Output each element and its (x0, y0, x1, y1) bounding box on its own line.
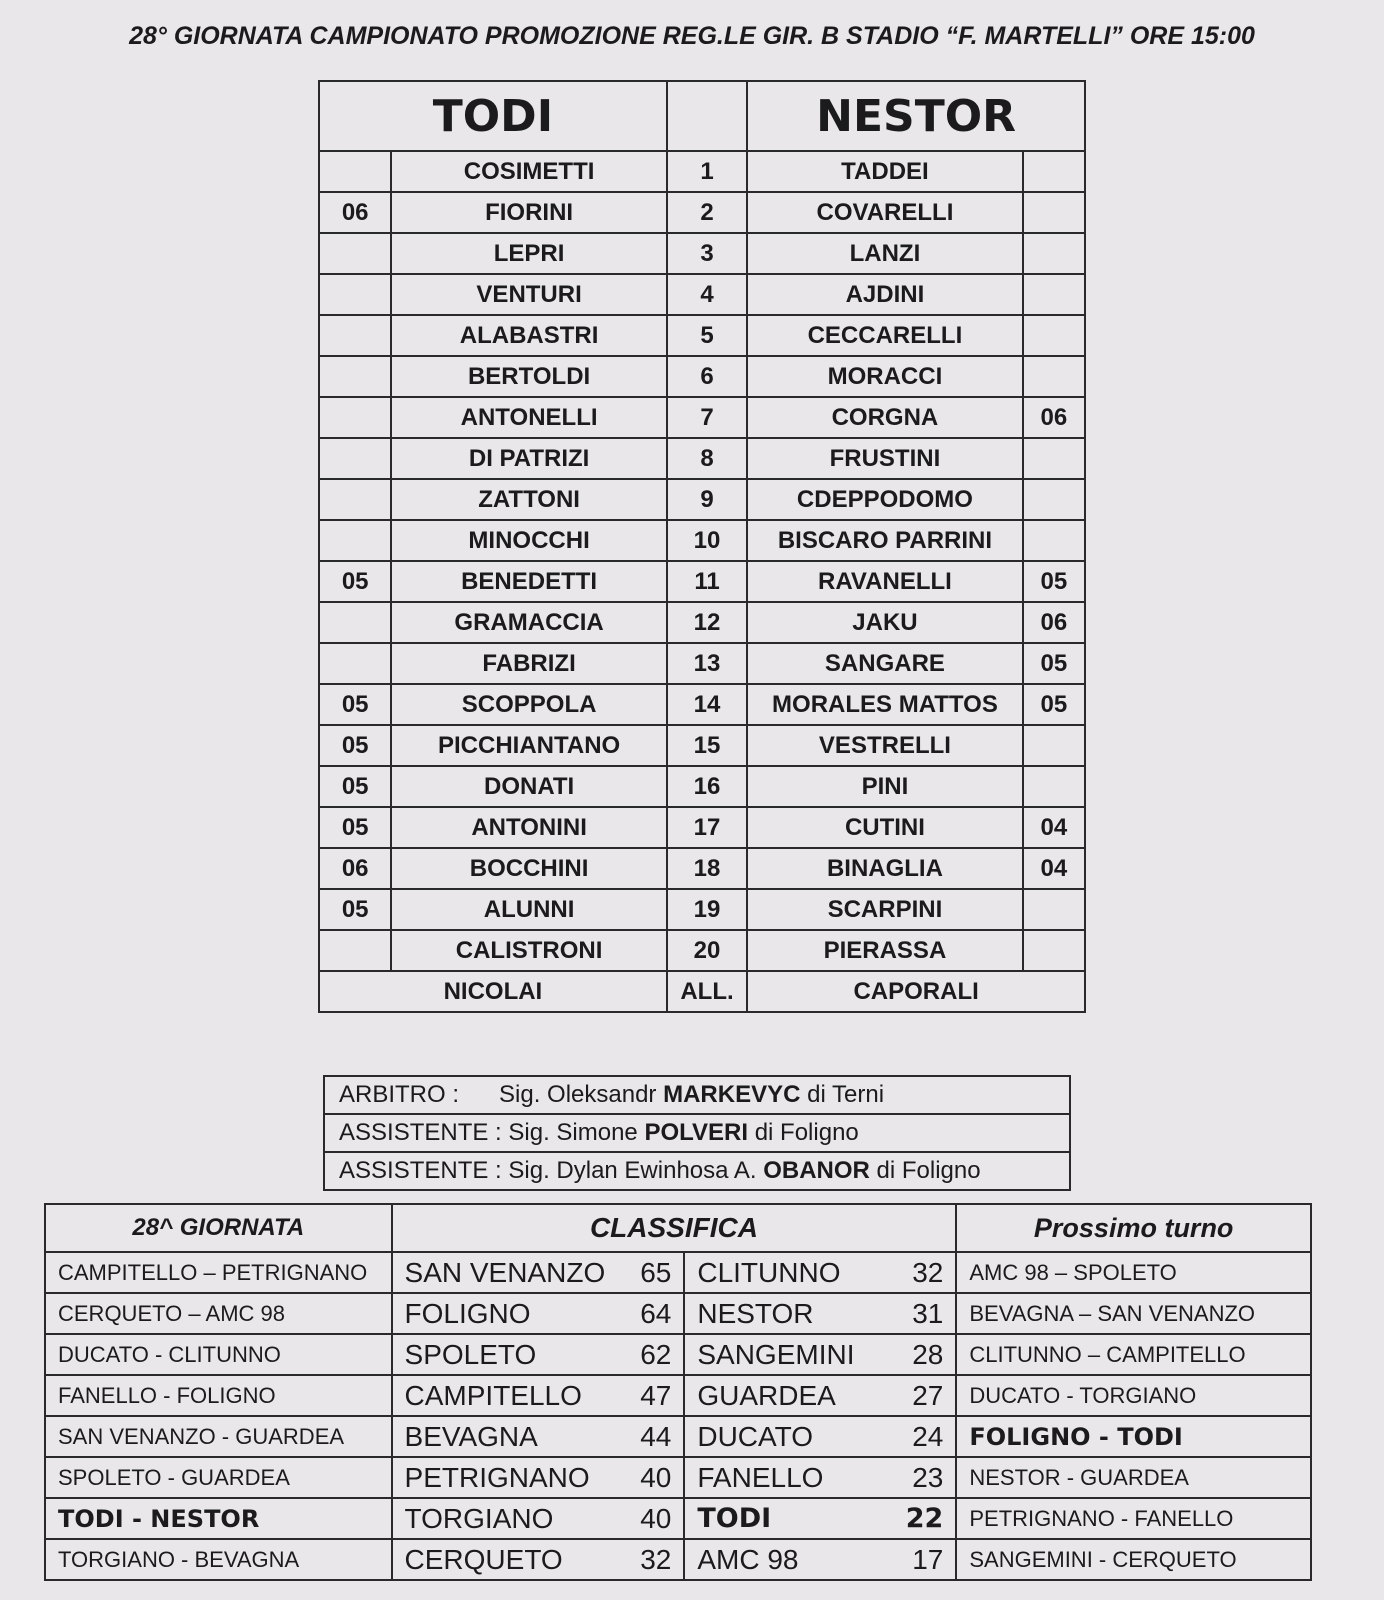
matchday-fixture: SPOLETO - GUARDEA (45, 1457, 392, 1498)
standings-row (45, 1539, 1311, 1580)
shirt-number: 7 (667, 397, 747, 438)
away-vote (1023, 766, 1085, 807)
lineup-row (319, 725, 1085, 766)
away-player: COVARELLI (747, 192, 1022, 233)
away-player: TADDEI (747, 151, 1022, 192)
official-row-assistant (324, 1152, 1070, 1190)
home-vote: 05 (319, 684, 391, 725)
lineup-row (319, 561, 1085, 602)
home-player: ANTONELLI (391, 397, 666, 438)
home-player: ANTONINI (391, 807, 666, 848)
matchday-fixture: CERQUETO – AMC 98 (45, 1293, 392, 1334)
shirt-number: 1 (667, 151, 747, 192)
next-fixture: BEVAGNA – SAN VENANZO (956, 1293, 1311, 1334)
home-vote: 06 (319, 192, 391, 233)
standings-row (45, 1252, 1311, 1293)
lineup-row (319, 315, 1085, 356)
home-vote (319, 479, 391, 520)
lineup-row (319, 192, 1085, 233)
away-player: FRUSTINI (747, 438, 1022, 479)
away-player: SANGARE (747, 643, 1022, 684)
home-player: VENTURI (391, 274, 666, 315)
standings-team: DUCATO (684, 1416, 891, 1457)
home-player: DI PATRIZI (391, 438, 666, 479)
matchday-fixture: FANELLO - FOLIGNO (45, 1375, 392, 1416)
standings-points: 47 (619, 1375, 684, 1416)
shirt-number: 13 (667, 643, 747, 684)
away-vote (1023, 192, 1085, 233)
official-city: di Terni (807, 1081, 885, 1108)
shirt-number: 5 (667, 315, 747, 356)
standings-points: 23 (891, 1457, 956, 1498)
away-vote: 04 (1023, 848, 1085, 889)
lineup-row (319, 274, 1085, 315)
lineup-row (319, 684, 1085, 725)
home-vote (319, 274, 391, 315)
home-team-name: TODI (319, 81, 667, 151)
next-fixture: PETRIGNANO - FANELLO (956, 1498, 1311, 1539)
standings-row (45, 1293, 1311, 1334)
away-vote (1023, 233, 1085, 274)
official-row-referee (324, 1076, 1070, 1114)
shirt-number: 18 (667, 848, 747, 889)
away-vote (1023, 356, 1085, 397)
away-player: CECCARELLI (747, 315, 1022, 356)
shirt-number: 6 (667, 356, 747, 397)
official-first: Sig. Oleksandr (499, 1081, 657, 1108)
matchday-header: 28^ GIORNATA (45, 1204, 392, 1252)
lineup-row (319, 479, 1085, 520)
home-vote: 05 (319, 889, 391, 930)
shirt-number: 14 (667, 684, 747, 725)
official-first: Sig. Dylan Ewinhosa A. (508, 1157, 757, 1184)
matchday-fixture: DUCATO - CLITUNNO (45, 1334, 392, 1375)
official-role: ARBITRO : (339, 1081, 460, 1108)
lineup-row (319, 151, 1085, 192)
official-row-assistant (324, 1114, 1070, 1152)
lineup-row (319, 930, 1085, 971)
standings-team: GUARDEA (684, 1375, 891, 1416)
standings-team: AMC 98 (684, 1539, 891, 1580)
standings-team: CAMPITELLO (392, 1375, 619, 1416)
shirt-number: 19 (667, 889, 747, 930)
standings-points: 62 (619, 1334, 684, 1375)
home-vote (319, 930, 391, 971)
home-player: SCOPPOLA (391, 684, 666, 725)
home-vote (319, 397, 391, 438)
shirt-number: 11 (667, 561, 747, 602)
standings-team: TORGIANO (392, 1498, 619, 1539)
shirt-number: 8 (667, 438, 747, 479)
home-player: LEPRI (391, 233, 666, 274)
lineup-row (319, 520, 1085, 561)
shirt-number: 2 (667, 192, 747, 233)
home-vote (319, 356, 391, 397)
lineup-row (319, 889, 1085, 930)
home-vote (319, 520, 391, 561)
next-fixture: SANGEMINI - CERQUETO (956, 1539, 1311, 1580)
home-player: DONATI (391, 766, 666, 807)
lineup-row (319, 766, 1085, 807)
official-surname: MARKEVYC (663, 1081, 801, 1108)
away-vote (1023, 151, 1085, 192)
standings-points: 27 (891, 1375, 956, 1416)
standings-team: FOLIGNO (392, 1293, 619, 1334)
away-vote: 06 (1023, 397, 1085, 438)
shirt-number: 9 (667, 479, 747, 520)
home-player: PICCHIANTANO (391, 725, 666, 766)
coaches-row (319, 971, 1085, 1012)
home-vote: 05 (319, 807, 391, 848)
standings-row (45, 1375, 1311, 1416)
away-player: BINAGLIA (747, 848, 1022, 889)
lineup-row (319, 397, 1085, 438)
home-vote (319, 151, 391, 192)
standings-points: 17 (891, 1539, 956, 1580)
next-fixture: NESTOR - GUARDEA (956, 1457, 1311, 1498)
home-player: ALUNNI (391, 889, 666, 930)
standings-header: CLASSIFICA (392, 1204, 957, 1252)
home-player: COSIMETTI (391, 151, 666, 192)
away-vote (1023, 479, 1085, 520)
home-vote (319, 438, 391, 479)
away-player: BISCARO PARRINI (747, 520, 1022, 561)
standings-points: 40 (619, 1457, 684, 1498)
standings-team: CLITUNNO (684, 1252, 891, 1293)
away-vote: 05 (1023, 561, 1085, 602)
next-fixture: DUCATO - TORGIANO (956, 1375, 1311, 1416)
shirt-number: 10 (667, 520, 747, 561)
page-title: 28° GIORNATA CAMPIONATO PROMOZIONE REG.LE GIR. B STADIO “F. MARTELLI” ORE 15:00 (129, 22, 1255, 50)
home-vote: 06 (319, 848, 391, 889)
standings-points: 31 (891, 1293, 956, 1334)
away-player: MORACCI (747, 356, 1022, 397)
away-player: LANZI (747, 233, 1022, 274)
away-vote (1023, 930, 1085, 971)
standings-points: 32 (619, 1539, 684, 1580)
standings-team: BEVAGNA (392, 1416, 619, 1457)
standings-points: 32 (891, 1252, 956, 1293)
home-vote: 05 (319, 561, 391, 602)
home-coach: NICOLAI (319, 971, 667, 1012)
away-coach: CAPORALI (747, 971, 1085, 1012)
away-player: CDEPPODOMO (747, 479, 1022, 520)
official-role: ASSISTENTE : (339, 1157, 502, 1184)
lineup-row (319, 233, 1085, 274)
away-player: CORGNA (747, 397, 1022, 438)
official-role: ASSISTENTE : (339, 1119, 502, 1146)
standings-team: SPOLETO (392, 1334, 619, 1375)
lineup-table (318, 80, 1086, 1013)
official-surname: POLVERI (644, 1119, 749, 1146)
shirt-number: 20 (667, 930, 747, 971)
away-vote: 05 (1023, 643, 1085, 684)
away-vote (1023, 274, 1085, 315)
home-vote (319, 315, 391, 356)
away-vote: 05 (1023, 684, 1085, 725)
home-vote: 05 (319, 766, 391, 807)
official-city: di Foligno (754, 1119, 859, 1146)
next-fixture-highlight: FOLIGNO - TODI (956, 1416, 1311, 1457)
standings-header-row (45, 1204, 1311, 1252)
standings-row (45, 1498, 1311, 1539)
home-player: GRAMACCIA (391, 602, 666, 643)
home-vote (319, 602, 391, 643)
official-first: Sig. Simone (508, 1119, 638, 1146)
standings-row (45, 1334, 1311, 1375)
standings-team: NESTOR (684, 1293, 891, 1334)
lineup-row (319, 356, 1085, 397)
standings-table (44, 1203, 1312, 1581)
standings-points: 44 (619, 1416, 684, 1457)
matchday-fixture: SAN VENANZO - GUARDEA (45, 1416, 392, 1457)
shirt-number: 4 (667, 274, 747, 315)
home-player: CALISTRONI (391, 930, 666, 971)
standings-row (45, 1457, 1311, 1498)
standings-points: 40 (619, 1498, 684, 1539)
home-player: ALABASTRI (391, 315, 666, 356)
standings-points: 24 (891, 1416, 956, 1457)
lineup-row (319, 807, 1085, 848)
standings-points: 28 (891, 1334, 956, 1375)
shirt-number: 12 (667, 602, 747, 643)
standings-points: 65 (619, 1252, 684, 1293)
lineup-row (319, 438, 1085, 479)
next-round-header: Prossimo turno (956, 1204, 1311, 1252)
away-vote (1023, 889, 1085, 930)
away-team-name: NESTOR (747, 81, 1085, 151)
lineup-row (319, 848, 1085, 889)
standings-team-highlight: TODI (684, 1498, 891, 1539)
home-player: BENEDETTI (391, 561, 666, 602)
away-vote: 04 (1023, 807, 1085, 848)
away-player: SCARPINI (747, 889, 1022, 930)
home-vote: 05 (319, 725, 391, 766)
standings-team: FANELLO (684, 1457, 891, 1498)
next-fixture: AMC 98 – SPOLETO (956, 1252, 1311, 1293)
lineup-row (319, 602, 1085, 643)
home-player: MINOCCHI (391, 520, 666, 561)
shirt-number: 3 (667, 233, 747, 274)
official-city: di Foligno (876, 1157, 981, 1184)
away-player: PINI (747, 766, 1022, 807)
standings-points: 64 (619, 1293, 684, 1334)
matchday-fixture: CAMPITELLO – PETRIGNANO (45, 1252, 392, 1293)
away-player: CUTINI (747, 807, 1022, 848)
home-vote (319, 643, 391, 684)
next-fixture: CLITUNNO – CAMPITELLO (956, 1334, 1311, 1375)
away-player: PIERASSA (747, 930, 1022, 971)
matchday-fixture-highlight: TODI - NESTOR (45, 1498, 392, 1539)
home-vote (319, 233, 391, 274)
away-player: VESTRELLI (747, 725, 1022, 766)
standings-team: PETRIGNANO (392, 1457, 619, 1498)
home-player: BERTOLDI (391, 356, 666, 397)
away-player: RAVANELLI (747, 561, 1022, 602)
standings-team: CERQUETO (392, 1539, 619, 1580)
away-vote: 06 (1023, 602, 1085, 643)
standings-points-highlight: 22 (891, 1498, 956, 1539)
away-player: MORALES MATTOS (747, 684, 1022, 725)
away-vote (1023, 520, 1085, 561)
away-player: AJDINI (747, 274, 1022, 315)
away-vote (1023, 438, 1085, 479)
shirt-number: 17 (667, 807, 747, 848)
home-player: FABRIZI (391, 643, 666, 684)
matchday-fixture: TORGIANO - BEVAGNA (45, 1539, 392, 1580)
standings-team: SANGEMINI (684, 1334, 891, 1375)
home-player: ZATTONI (391, 479, 666, 520)
shirt-number: 16 (667, 766, 747, 807)
home-player: FIORINI (391, 192, 666, 233)
officials-table (323, 1075, 1071, 1191)
coach-label: ALL. (667, 971, 747, 1012)
lineup-header-row (319, 81, 1085, 151)
away-vote (1023, 315, 1085, 356)
header-blank (667, 81, 747, 151)
shirt-number: 15 (667, 725, 747, 766)
official-surname: OBANOR (763, 1157, 870, 1184)
lineup-row (319, 643, 1085, 684)
away-player: JAKU (747, 602, 1022, 643)
standings-row (45, 1416, 1311, 1457)
home-player: BOCCHINI (391, 848, 666, 889)
standings-team: SAN VENANZO (392, 1252, 619, 1293)
away-vote (1023, 725, 1085, 766)
